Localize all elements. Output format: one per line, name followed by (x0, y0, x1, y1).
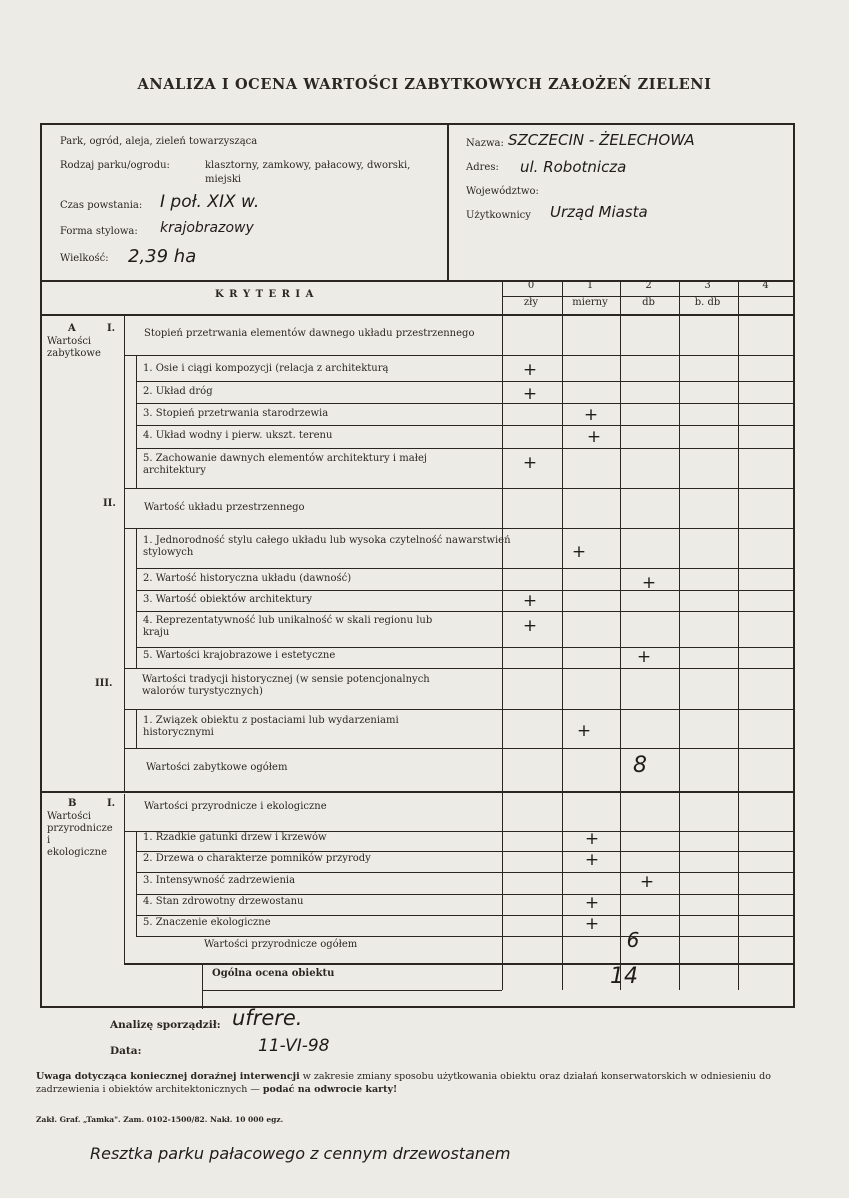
roman-a1: I. (107, 323, 116, 334)
grade-4-num: 4 (762, 280, 769, 291)
mark-b1-1: + (584, 829, 600, 849)
rodzaj-label: Rodzaj parku/ogrodu: (60, 160, 170, 171)
roman-a3: III. (95, 678, 113, 689)
grade-3-num: 3 (704, 280, 711, 291)
mark-a2-3: + (522, 591, 538, 611)
grade-3-label: b. db (694, 297, 721, 308)
czas-label: Czas powstania: (60, 200, 143, 211)
section-a-title: Wartości zabytkowe (47, 336, 101, 359)
forma-label: Forma stylowa: (60, 226, 138, 237)
grade-1-num: 1 (586, 280, 594, 291)
row-b1-2: 2. Drzewa o charakterze pomników przyrody (143, 853, 371, 864)
nazwa-label: Nazwa: (466, 138, 504, 149)
mark-a2-5: + (636, 647, 652, 667)
mark-b1-3: + (639, 872, 655, 892)
roman-a2: II. (103, 498, 116, 509)
mark-a1-4: + (586, 427, 602, 447)
data-label: Data: (110, 1045, 142, 1057)
total-b-value: 6 (626, 928, 640, 952)
uwaga-note (36, 1070, 806, 1096)
roman-b1: I. (107, 798, 116, 809)
uwaga-bold: Uwaga dotycząca koniecznej doraźnej interwencji (36, 1071, 300, 1082)
mark-a1-2: + (522, 384, 538, 404)
row-a2-1: 1. Jednorodność stylu całego układu lub wysoka czytelność nawarstwień stylowych (143, 535, 511, 558)
overall-label: Ogólna ocena obiektu (212, 968, 335, 979)
row-a2-4: 4. Reprezentatywność lub unikalność w skali regionu lub kraju (143, 615, 433, 638)
group-1-title: Stopień przetrwania elementów dawnego układu przestrzennego (144, 328, 475, 339)
analiza-signature: ufrere. (232, 1006, 303, 1030)
grade-0-label: zły (523, 297, 539, 308)
row-b1-1: 1. Rzadkie gatunki drzew i krzewów (143, 832, 327, 843)
grade-1-label: mierny (572, 297, 608, 308)
rodzaj-options: klasztorny, zamkowy, pałacowy, dworski, (205, 160, 411, 171)
row-a1-4: 4. Układ wodny i pierw. ukszt. terenu (143, 430, 333, 441)
section-b-title: Wartości przyrodnicze i ekologiczne (47, 811, 113, 858)
row-a1-5: 5. Zachowanie dawnych elementów architektury i małej architektury (143, 453, 427, 476)
group-b-title: Wartości przyrodnicze i ekologiczne (144, 801, 327, 812)
mark-b1-4: + (584, 893, 600, 913)
group-2-title: Wartość układu przestrzennego (144, 502, 305, 513)
section-a-letter: A (68, 323, 76, 334)
overall-value: 14 (610, 964, 638, 989)
uwaga-rest: w zakresie zmiany sposobu użytkowania obiektu oraz działań konserwatorskich w odniesieniu do zadrzewienia i obiektów architektonicznych — (36, 1071, 771, 1095)
mark-a1-1: + (522, 360, 538, 380)
row-b1-4: 4. Stan zdrowotny drzewostanu (143, 896, 304, 907)
data-value: 11-VI-98 (258, 1036, 330, 1056)
form-title: ANALIZA I OCENA WARTOŚCI ZABYTKOWYCH ZAŁOŻEŃ ZIELENI (137, 76, 712, 93)
uzytkownicy-label: Użytkownicy (466, 210, 531, 221)
mark-b1-5: + (584, 914, 600, 934)
mark-a2-2: + (641, 573, 657, 593)
mark-a3-1: + (576, 721, 592, 741)
czas-value: I poł. XIX w. (160, 192, 260, 212)
print-imprint: Zakł. Graf. „Tamka". Zam. 0102-1500/82. Nakł. 10 000 egz. (36, 1115, 284, 1124)
total-b-label: Wartości przyrodnicze ogółem (204, 939, 358, 950)
row-b1-3: 3. Intensywność zadrzewienia (143, 875, 296, 886)
row-a2-5: 5. Wartości krajobrazowe i estetyczne (143, 650, 336, 661)
row-a2-3: 3. Wartość obiektów architektury (143, 594, 313, 605)
section-b-letter: B (68, 798, 77, 809)
forma-value: krajobrazowy (160, 220, 254, 236)
row-a3-1: 1. Związek obiektu z postaciami lub wydarzeniami historycznymi (143, 715, 399, 738)
park-type-line: Park, ogród, aleja, zieleń towarzysząca (60, 136, 258, 147)
adres-label: Adres: (466, 162, 499, 173)
mark-a2-4: + (522, 616, 538, 636)
mark-a1-5: + (522, 453, 538, 473)
row-a2-2: 2. Wartość historyczna układu (dawność) (143, 573, 352, 584)
row-a1-3: 3. Stopień przetrwania starodrzewia (143, 408, 329, 419)
grade-0-num: 0 (527, 280, 535, 291)
mark-a2-1: + (571, 542, 587, 562)
mark-b1-2: + (584, 850, 600, 870)
uwaga-end: podać na odwrocie karty! (262, 1084, 398, 1095)
nazwa-value: SZCZECIN - ŻELECHOWA (508, 131, 695, 149)
wielkosc-value: 2,39 ha (128, 246, 197, 267)
total-a-value: 8 (633, 753, 647, 778)
wielkosc-label: Wielkość: (60, 253, 109, 264)
row-a1-2: 2. Układ dróg (143, 386, 213, 397)
handwritten-note: Resztka parku pałacowego z cennym drzewostanem (90, 1144, 511, 1163)
total-a-label: Wartości zabytkowe ogółem (146, 762, 288, 773)
uzytkownicy-value: Urząd Miasta (550, 203, 648, 221)
rodzaj-options-2: miejski (205, 174, 242, 185)
row-a1-1: 1. Osie i ciągi kompozycji (relacja z architekturą (143, 363, 389, 374)
mark-a1-3: + (583, 405, 599, 425)
kryteria-heading: K R Y T E R I A (215, 289, 315, 300)
grade-2-num: 2 (645, 280, 652, 291)
wojewodztwo-label: Województwo: (466, 186, 539, 197)
row-b1-5: 5. Znaczenie ekologiczne (143, 917, 271, 928)
group-3-title: Wartości tradycji historycznej (w sensie potencjonalnych walorów turystycznych) (142, 674, 430, 697)
adres-value: ul. Robotnicza (520, 158, 627, 176)
grade-2-label: db (642, 297, 655, 308)
analiza-label: Analizę sporządził: (110, 1019, 221, 1031)
